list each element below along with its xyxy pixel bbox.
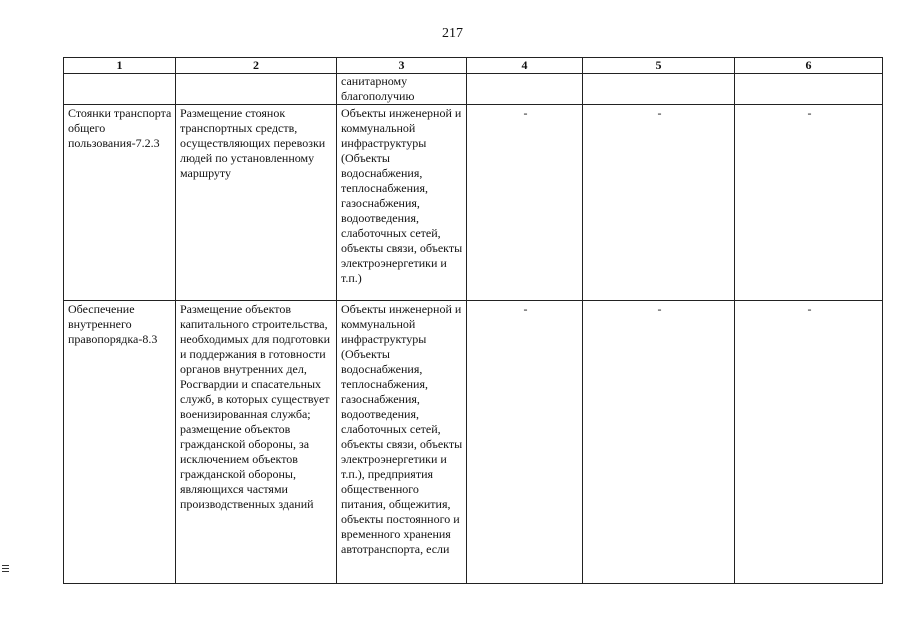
cell-col-6 bbox=[735, 74, 883, 105]
header-col-3: 3 bbox=[337, 58, 467, 74]
margin-scan-mark bbox=[2, 565, 9, 574]
header-col-6: 6 bbox=[735, 58, 883, 74]
cell-use-name: Обеспечение внутреннего правопорядка-8.3 bbox=[64, 301, 176, 584]
cell-col-5: - bbox=[583, 105, 735, 301]
table-row bbox=[64, 74, 883, 105]
table-row bbox=[64, 105, 883, 301]
cell-description: Размещение объектов капитального строительства, необходимых для подготовки и поддержания в готовности органов внутренних дел, Росгвардии и спасательных служб, в которых существует военизированная служба; размещение объектов гражданской обороны, за исключением объектов гражданской обороны, являющихся частями производственных зданий bbox=[176, 301, 337, 584]
cell-col-4: - bbox=[467, 301, 583, 584]
cell-col-5: - bbox=[583, 301, 735, 584]
cell-auxiliary-uses: Объекты инженерной и коммунальной инфраструктуры (Объекты водоснабжения, теплоснабжения, газоснабжения, водоотведения, слаботочных сетей, объекты связи, объекты электроэнергетики и т.п.) bbox=[337, 105, 467, 301]
cell-col-6: - bbox=[735, 105, 883, 301]
cell-auxiliary-uses: Объекты инженерной и коммунальной инфраструктуры (Объекты водоснабжения, теплоснабжения, газоснабжения, водоотведения, слаботочных сетей, объекты связи, объекты электроэнергетики и т.п.), предприятия общественного питания, общежития, объекты постоянного и временного хранения автотранспорта, если bbox=[337, 301, 467, 584]
header-col-1: 1 bbox=[64, 58, 176, 74]
cell-col-4: - bbox=[467, 105, 583, 301]
header-row bbox=[64, 58, 883, 74]
header-col-4: 4 bbox=[467, 58, 583, 74]
cell-use-name bbox=[64, 74, 176, 105]
cell-col-6: - bbox=[735, 301, 883, 584]
header-col-5: 5 bbox=[583, 58, 735, 74]
page-number: 217 bbox=[442, 26, 463, 41]
header-col-2: 2 bbox=[176, 58, 337, 74]
cell-col-4 bbox=[467, 74, 583, 105]
cell-description bbox=[176, 74, 337, 105]
land-use-table bbox=[63, 57, 883, 584]
cell-description: Размещение стоянок транспортных средств, осуществляющих перевозки людей по установленному маршруту bbox=[176, 105, 337, 301]
cell-col-5 bbox=[583, 74, 735, 105]
cell-use-name: Стоянки транспорта общего пользования-7.2.3 bbox=[64, 105, 176, 301]
table-row bbox=[64, 301, 883, 584]
cell-auxiliary-uses: санитарному благополучию bbox=[337, 74, 467, 105]
